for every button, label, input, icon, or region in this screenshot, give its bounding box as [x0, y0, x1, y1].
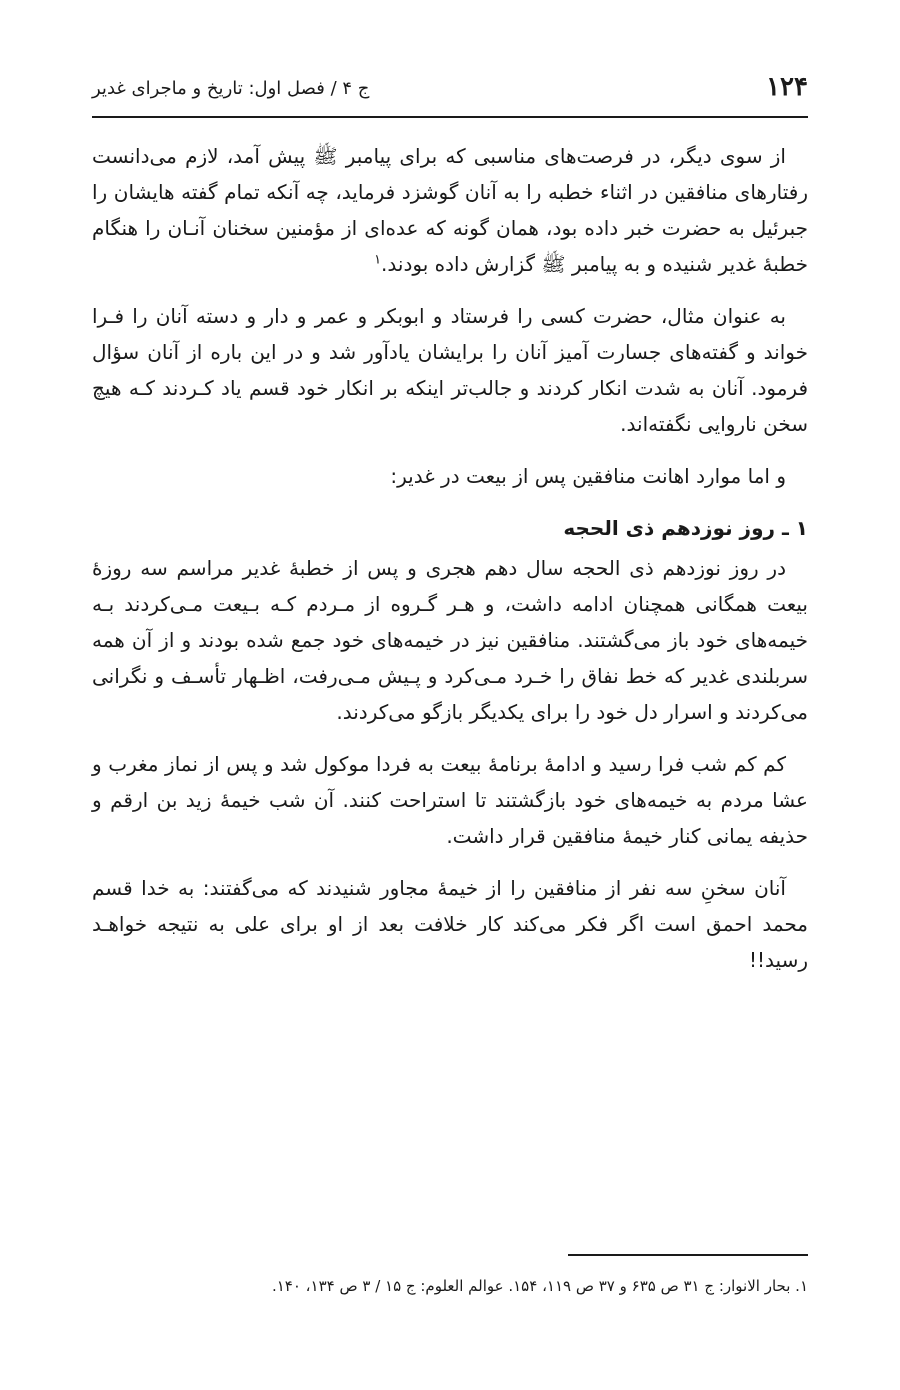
paragraph: در روز نوزدهم ذی الحجه سال دهم هجری و پس از خطبهٔ غدیر مراسم سه روزهٔ بیعت همگانی همچنان ادامه داشت، و هـر گـروه از مـردم کـه بـیعت مـی‌کردند بـه خیمه‌های خود باز می‌گشتند. منافقین نیز در خیمه‌های خود جمع شده بودند و از آن همه سربلندی غدیر که خط نفاق را خـرد مـی‌کرد و پـیش مـی‌رفت، اظـهار تأسـف و نگرانی می‌کردند و اسرار دل خود را برای یکدیگر بازگو می‌کردند. [92, 556, 808, 724]
page-header [92, 70, 808, 118]
paragraph: آنان سخنِ سه نفر از منافقین را از خیمهٔ مجاور شنیدند که می‌گفتند: به خدا قسم محمد احمق است اگر فکر می‌کند کار خلافت بعد از او برای علی به نتیجه خواهـد رسید!! [92, 876, 808, 972]
page-number: ۱۲۴ [766, 72, 808, 102]
footnote-divider [568, 1254, 808, 1256]
footnote-marker: ۱ [374, 252, 382, 268]
footnote: ۱. بحار الانوار: ج ۳۱ ص ۶۳۵ و ۳۷ ص ۱۱۹، ۱۵۴. عوالم العلوم: ج ۱۵ / ۳ ص ۱۳۴، ۱۴۰. [271, 1277, 808, 1295]
section-heading: ۱ ـ روز نوزدهم ذی الحجه [563, 516, 808, 540]
paragraph [92, 138, 808, 282]
paragraph-text: از سوی دیگر، در فرصت‌های مناسبی که برای پیامبر ﷺ پیش آمد، لازم می‌دانست رفتارهای منافقین در اثناء خطبه را به آنان گوشزد فرماید، چه آنکه تمام گفته هایشان را جبرئیل به حضرت خبر داده بود، همان گونه که عده‌ای از مؤمنین سخنان آنـان را هنگام خطبهٔ غدیر شنیده و به پیامبر ﷺ گزارش داده بودند. [92, 144, 808, 276]
running-head: ج ۴ / فصل اول: تاریخ و ماجرای غدیر [92, 78, 370, 99]
paragraph: به عنوان مثال، حضرت کسی را فرستاد و ابوبکر و عمر و دار و دسته آنان را فـرا خواند و گفته‌های جسارت آمیز آنان را برایشان یادآور شد و در این باره از آنان سؤال فرمود. آنان به شدت انکار کردند و جالب‌تر اینکه بر انکار خود قسم یاد کـردند کـه هیچ سخن ناروایی نگفته‌اند. [92, 304, 808, 436]
paragraph: کم کم شب فرا رسید و ادامهٔ برنامهٔ بیعت به فردا موکول شد و پس از نماز مغرب و عشا مردم به خیمه‌های خود بازگشتند تا استراحت کنند. آن شب خیمهٔ زید بن ارقم و حذیفه یمانی کنار خیمهٔ منافقین قرار داشت. [92, 752, 808, 848]
book-page [92, 0, 808, 1390]
body-text [92, 138, 808, 994]
paragraph: و اما موارد اهانت منافقین پس از بیعت در غدیر: [390, 464, 786, 488]
